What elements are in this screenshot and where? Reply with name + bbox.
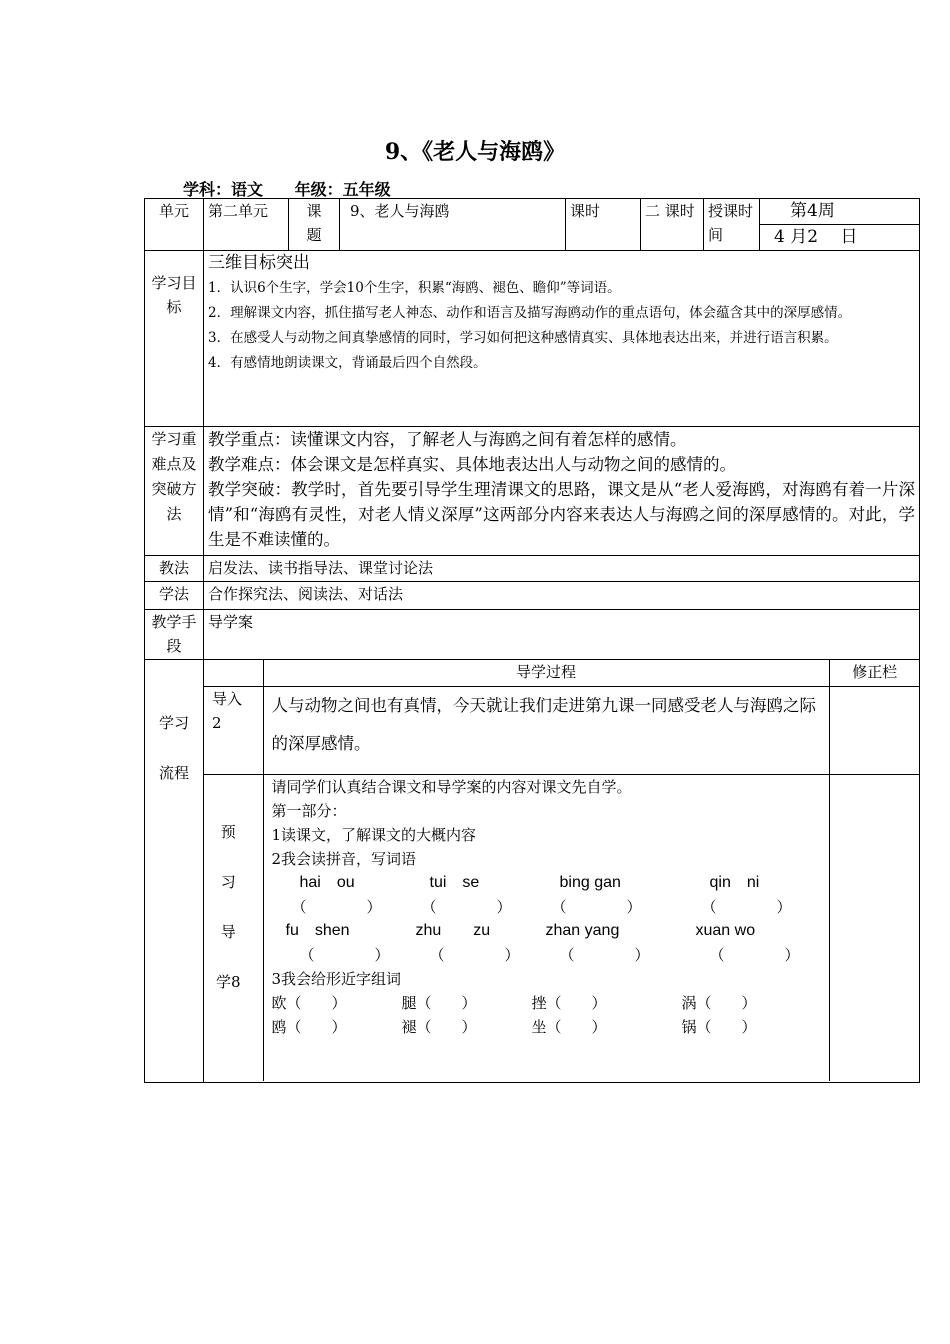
- topic-label: 课题: [289, 199, 340, 251]
- keypoints-label: 学习重难点及突破方法: [145, 427, 204, 556]
- difficulty: 教学难点：体会课文是怎样真实、具体地表达出人与动物之间的感情的。: [208, 455, 736, 474]
- pinyin: zhu zu: [415, 921, 491, 939]
- preview-label: 预习导学8: [204, 774, 263, 1081]
- char-item: 涡（ ）: [681, 993, 757, 1012]
- breakthrough: 教学突破：教学时，首先要引导学生理清课文的思路，课文是从“老人爱海鸥，对海鸥有着一片深情”和“海鸥有灵性，对老人情义深厚”这两部分内容来表达人与海鸥之间的深厚感情的。对此，学生是不难读懂的。: [208, 480, 915, 549]
- intro-text: 人与动物之间也有真情，今天就让我们走进第九课一同感受老人与海鸥之际的深厚感情。: [263, 686, 829, 774]
- blank: （ ）: [299, 945, 390, 964]
- pinyin: hai ou: [299, 873, 355, 891]
- process-heading: 导学过程: [263, 660, 829, 686]
- week: 第4周: [760, 199, 919, 225]
- preview-line: 请同学们认真结合课文和导学案的内容对课文先自学。: [271, 777, 632, 796]
- preview-line: 2我会读拼音，写词语: [271, 849, 417, 868]
- char-item: 腿（ ）: [401, 993, 477, 1012]
- unit-label: 单元: [145, 199, 204, 251]
- means-value: 导学案: [204, 610, 920, 660]
- blank: （ ）: [709, 945, 800, 964]
- preview-line: 第一部分：: [271, 801, 347, 820]
- char-item: 褪（ ）: [401, 1017, 477, 1036]
- page-title: 9、《老人与海鸥》: [384, 139, 566, 165]
- topic-value: 9、老人与海鸥: [340, 199, 566, 251]
- meta-line: [183, 177, 417, 200]
- header-row: [145, 199, 920, 251]
- pinyin: xuan wo: [695, 921, 756, 939]
- process-table: [204, 660, 920, 1081]
- process-row: [145, 660, 920, 1083]
- unit-value: 第二单元: [204, 199, 289, 251]
- revision-cell: [829, 774, 920, 1081]
- teaching-method-label: 教法: [145, 556, 204, 582]
- teaching-method-value: 启发法、读书指导法、课堂讨论法: [204, 556, 920, 582]
- chars-row-2: [272, 1015, 825, 1039]
- period-label: 课时: [566, 199, 641, 251]
- goal-item: 4．有感情地朗读课文，背诵最后四个自然段。: [208, 355, 487, 371]
- blank-row-1: [272, 895, 825, 919]
- char-item: 欧（ ）: [271, 993, 347, 1012]
- date-cell: [760, 199, 920, 251]
- date-label: 授课时间: [704, 199, 760, 251]
- learning-method-value: 合作探究法、阅读法、对话法: [204, 582, 920, 610]
- grade: 年级：五年级: [294, 180, 391, 199]
- period-value: 二 课时: [641, 199, 704, 251]
- pinyin: tui se: [429, 873, 480, 891]
- blank-row-2: [272, 943, 825, 967]
- goal-item: 2．理解课文内容，抓住描写老人神态、动作和语言及描写海鸥动作的重点语句，体会蕴含其中的深厚感情。: [208, 305, 852, 321]
- goals-content: [204, 251, 920, 427]
- focus: 教学重点：读懂课文内容，了解老人与海鸥之间有着怎样的感情。: [208, 430, 687, 449]
- process-label: 学习流程: [145, 660, 204, 1083]
- blank: （ ）: [701, 897, 792, 916]
- pinyin-row-1: [272, 871, 825, 895]
- revision-heading: 修正栏: [829, 660, 920, 686]
- pinyin: qin ni: [709, 873, 760, 891]
- goals-label: 学习目标: [145, 251, 204, 427]
- means-label: 教学手段: [145, 610, 204, 660]
- learning-method-row: [145, 582, 920, 610]
- keypoints-content: [204, 427, 920, 556]
- chars-row-1: [272, 991, 825, 1015]
- process-content: [204, 660, 920, 1083]
- goal-item: 3．在感受人与动物之间真挚感情的同时，学习如何把这种感情真实、具体地表达出来，并进行语言积累。: [208, 330, 838, 346]
- lesson-plan-table: [144, 198, 920, 1083]
- char-item: 鸥（ ）: [271, 1017, 347, 1036]
- learning-method-label: 学法: [145, 582, 204, 610]
- teaching-method-row: [145, 556, 920, 582]
- pinyin: bing gan: [559, 873, 621, 891]
- goals-row: [145, 251, 920, 427]
- blank: （ ）: [291, 897, 382, 916]
- keypoints-row: [145, 427, 920, 556]
- intro-label: 导入2: [204, 686, 263, 774]
- char-item: 挫（ ）: [531, 993, 607, 1012]
- char-item: 坐（ ）: [531, 1017, 607, 1036]
- blank: （ ）: [559, 945, 650, 964]
- goals-heading: 三维目标突出: [208, 253, 310, 273]
- preview-content: [263, 774, 829, 1081]
- means-row: [145, 610, 920, 660]
- revision-cell: [829, 686, 920, 774]
- blank: （ ）: [551, 897, 642, 916]
- preview-line: 3我会给形近字组词: [271, 969, 402, 988]
- subject: 学科：语文: [183, 180, 264, 199]
- goal-item: 1．认识6个生字，学会10个生字，积累“海鸥、褪色、瞻仰”等词语。: [208, 280, 621, 296]
- pinyin: zhan yang: [545, 921, 620, 939]
- blank: （ ）: [421, 897, 512, 916]
- blank: （ ）: [429, 945, 520, 964]
- preview-line: 1读课文，了解课文的大概内容: [271, 825, 477, 844]
- pinyin-row-2: [272, 919, 825, 943]
- date: 4 月2 日: [774, 227, 858, 247]
- char-item: 锅（ ）: [681, 1017, 757, 1036]
- pinyin: fu shen: [285, 921, 350, 939]
